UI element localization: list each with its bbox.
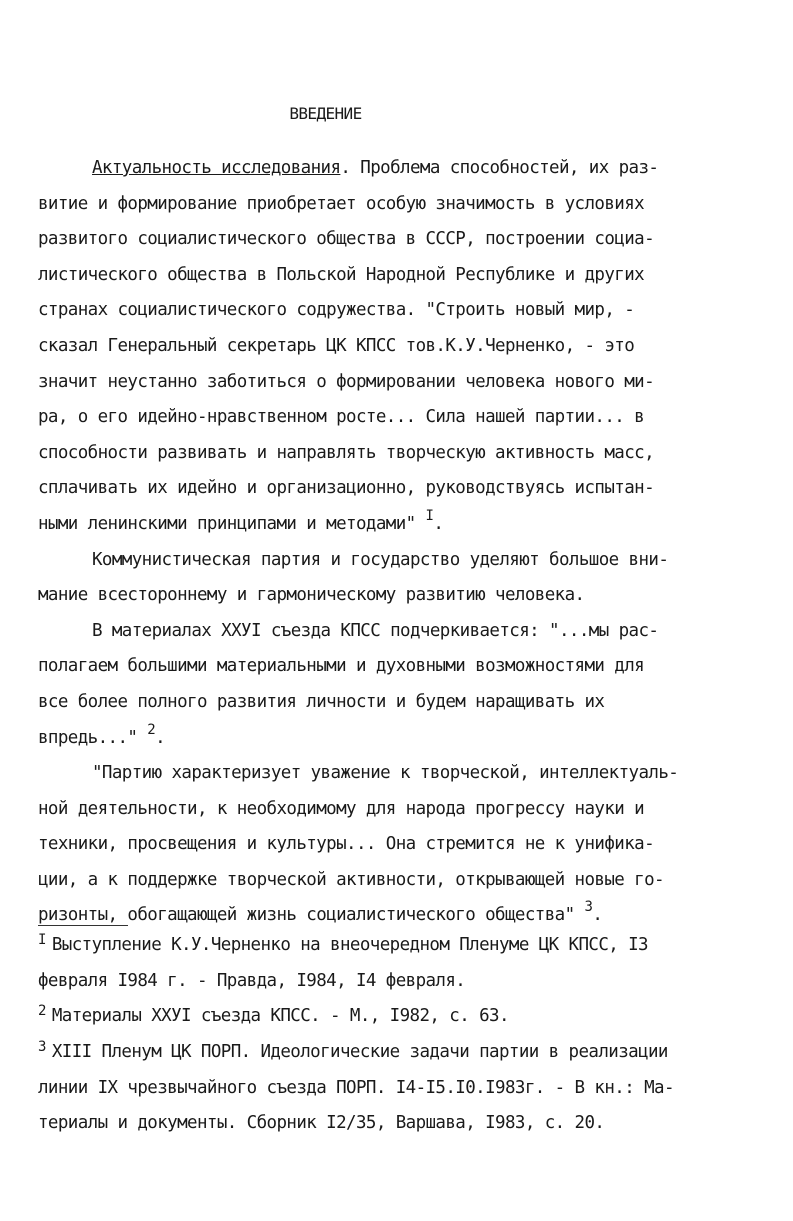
footnote-text: Выступление К.У.Черненко на внеочередном Пленуме ЦК КПСС, I3 [51,935,648,955]
body-text [38,151,738,934]
footnote-reference: 2 [147,721,156,738]
line-text: значит неустанно заботиться о формировании человека нового ми- [38,371,655,392]
footnote-line [38,1106,748,1142]
line-text: полагаем большими материальными и духовными возможностями для [38,656,645,677]
text-line [38,365,738,401]
footnotes [38,928,748,1142]
line-text: сказал Генеральный секретарь ЦК КПСС тов.К.У.Черненко, - это [38,335,635,356]
text-line [38,187,738,223]
text-line [38,827,738,863]
footnote-mark: 2 [38,1003,46,1020]
footnote-mark: 3 [38,1039,46,1056]
footnote-reference: I [425,507,434,524]
line-tail: . [155,727,166,748]
footnote-line [38,1071,748,1107]
line-text: ции, а к поддержке творческой активности, открывающей новые го- [38,869,664,890]
page-title: ВВЕДЕНИЕ [289,104,362,123]
footnote-mark: I [38,932,46,948]
footnote-line [38,928,748,964]
text-line [38,863,738,899]
line-text: витие и формирование приобретает особую значимость в условиях [38,193,645,214]
line-text: сплачивать их идейно и организационно, руководствуясь испытан- [38,478,655,499]
line-text: ной деятельности, к необходимому для народа прогрессу науки и [38,798,645,819]
footnote-text: XIII Пленум ЦК ПОРП. Идеологические задачи партии в реализации [51,1042,668,1063]
line-text: В материалах XXУI съезда КПСС подчеркивается: "...мы рас- [92,620,659,641]
footnote-text: териалы и документы. Сборник I2/35, Варшава, I983, с. 20. [38,1113,605,1134]
line-tail: . [592,905,603,926]
text-line [38,222,738,258]
text-line [38,578,738,614]
text-line [38,614,738,650]
line-text: ризонты, обогащающей жизнь социалистического общества" [38,905,585,926]
footnote-line [38,999,748,1035]
text-line [38,436,738,472]
line-text: . Проблема способностей, их раз- [340,158,659,178]
text-line [38,258,738,294]
line-text: ра, о его идейно-нравственном росте... Сила нашей партии... в [38,407,645,428]
text-line [38,507,738,543]
footnote-text: февраля I984 г. - Правда, I984, I4 февраля. [38,970,466,991]
footnote-divider [38,925,128,926]
line-text: техники, просвещения и культуры... Она стремится не к унифика- [38,834,655,855]
footnote-text: линии IX чрезвычайного съезда ПОРП. I4-I5.I0.I983г. - В кн.: Ма- [38,1077,674,1098]
footnote-line [38,1035,748,1071]
text-line [38,649,738,685]
text-line [38,792,738,828]
text-line [38,471,738,507]
line-text: ными ленинскими принципами и методами" [38,513,426,534]
line-text: Коммунистическая партия и государство уделяют большое вни- [92,549,669,570]
line-tail: . [433,513,444,534]
line-text: впредь..." [38,727,148,748]
text-line [38,400,738,436]
line-text: мание всестороннему и гармоническому развитию человека. [38,585,585,606]
underlined-heading: Актуальность исследования [92,158,341,178]
line-text: все более полного развития личности и будем наращивать их [38,691,605,712]
line-text: способности развивать и направлять творческую активность масс, [38,442,655,463]
text-line [38,756,738,792]
text-line [38,685,738,721]
text-line [38,543,738,579]
line-text: странах социалистического содружества. "Строить новый мир, - [38,300,635,321]
text-line [38,329,738,365]
line-text: развитого социалистического общества в СССР, построении социа- [38,229,655,250]
footnote-reference: 3 [584,899,593,916]
footnote-text: Материалы XXУI съезда КПСС. - М., I982, с. 63. [51,1006,509,1027]
footnote-line [38,964,748,1000]
text-line [38,721,738,757]
line-text: листического общества в Польской Народной Республике и других [38,264,645,285]
text-line [38,293,738,329]
line-text: "Партию характеризует уважение к творческой, интеллектуаль- [92,763,679,784]
text-line [38,151,738,187]
